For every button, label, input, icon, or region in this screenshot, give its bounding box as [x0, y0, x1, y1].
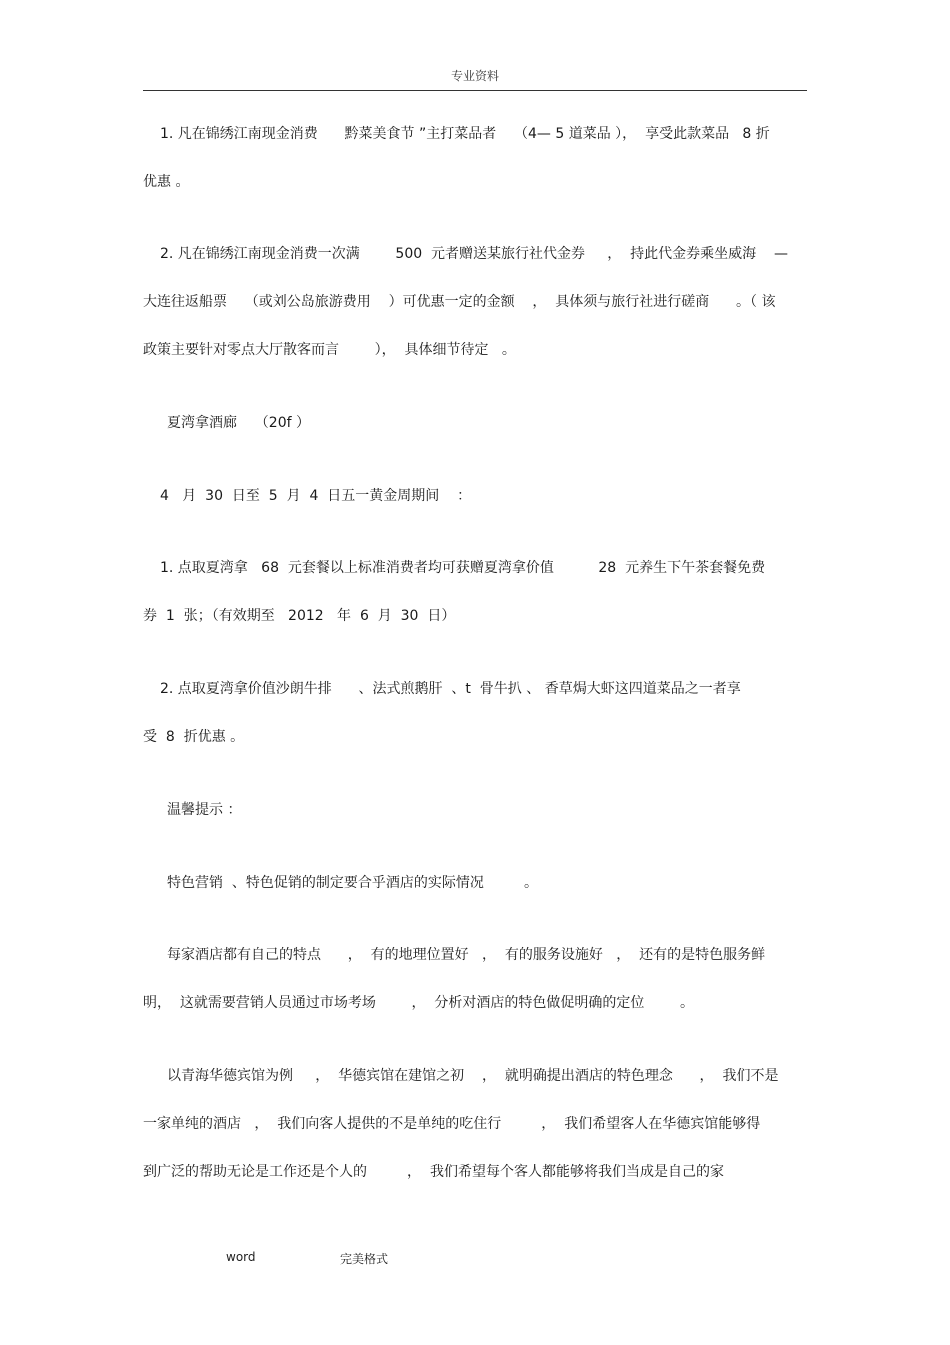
body-line: 特色营销 、特色促销的制定要合乎酒店的实际情况 。	[167, 875, 538, 891]
body-line: 1. 凡在锦绣江南现金消费 黔菜美食节 ”主打菜品者 （4— 5 道菜品 ）， 享受此款菜品 8 折	[160, 126, 770, 142]
header-divider	[143, 90, 807, 91]
body-line: 温馨提示 ：	[167, 802, 242, 818]
footer-right-text: 完美格式	[340, 1252, 389, 1266]
body-line: 优惠 。	[143, 174, 190, 190]
body-line: 券 1 张；（有效期至 2012 年 6 月 30 日）	[143, 608, 456, 624]
body-line: 1. 点取夏湾拿 68 元套餐以上标准消费者均可获赠夏湾拿价值 28 元养生下午茶套餐免费	[160, 560, 766, 576]
body-line: 2. 点取夏湾拿价值沙朗牛排 、法式煎鹅肝 、t 骨牛扒 、 香草焗大虾这四道菜品之一者享	[160, 681, 741, 697]
body-line: 明， 这就需要营销人员通过市场考场 ， 分析对酒店的特色做促明确的定位 。	[143, 995, 695, 1011]
body-line: 受 8 折优惠 。	[143, 729, 245, 745]
body-line: 4 月 30 日至 5 月 4 日五一黄金周期间 ：	[160, 488, 472, 504]
body-line: 大连往返船票 （或刘公岛旅游费用 ）可优惠一定的金额 ， 具体须与旅行社进行磋商 。（ 该	[143, 294, 776, 310]
body-line: 每家酒店都有自己的特点 ， 有的地理位置好 ， 有的服务设施好 ， 还有的是特色服务鲜	[167, 947, 766, 963]
body-line: 政策主要针对零点大厅散客而言 ）， 具体细节待定 。	[143, 342, 516, 358]
section-heading: 夏湾拿酒廊 （20f ）	[167, 415, 310, 431]
body-line: 一家单纯的酒店 ， 我们向客人提供的不是单纯的吃住行 ， 我们希望客人在华德宾馆能够得	[143, 1116, 761, 1132]
body-line: 2. 凡在锦绣江南现金消费一次满 500 元者赠送某旅行社代金券 ， 持此代金券乘坐威海 —	[160, 246, 788, 262]
body-line: 以青海华德宾馆为例 ， 华德宾馆在建馆之初 ， 就明确提出酒店的特色理念 ， 我们不是	[167, 1068, 779, 1084]
body-line: 到广泛的帮助无论是工作还是个人的 ， 我们希望每个客人都能够将我们当成是自己的家	[143, 1164, 724, 1180]
footer-left-text: word	[226, 1250, 256, 1264]
header-title: 专业资料	[450, 69, 499, 83]
